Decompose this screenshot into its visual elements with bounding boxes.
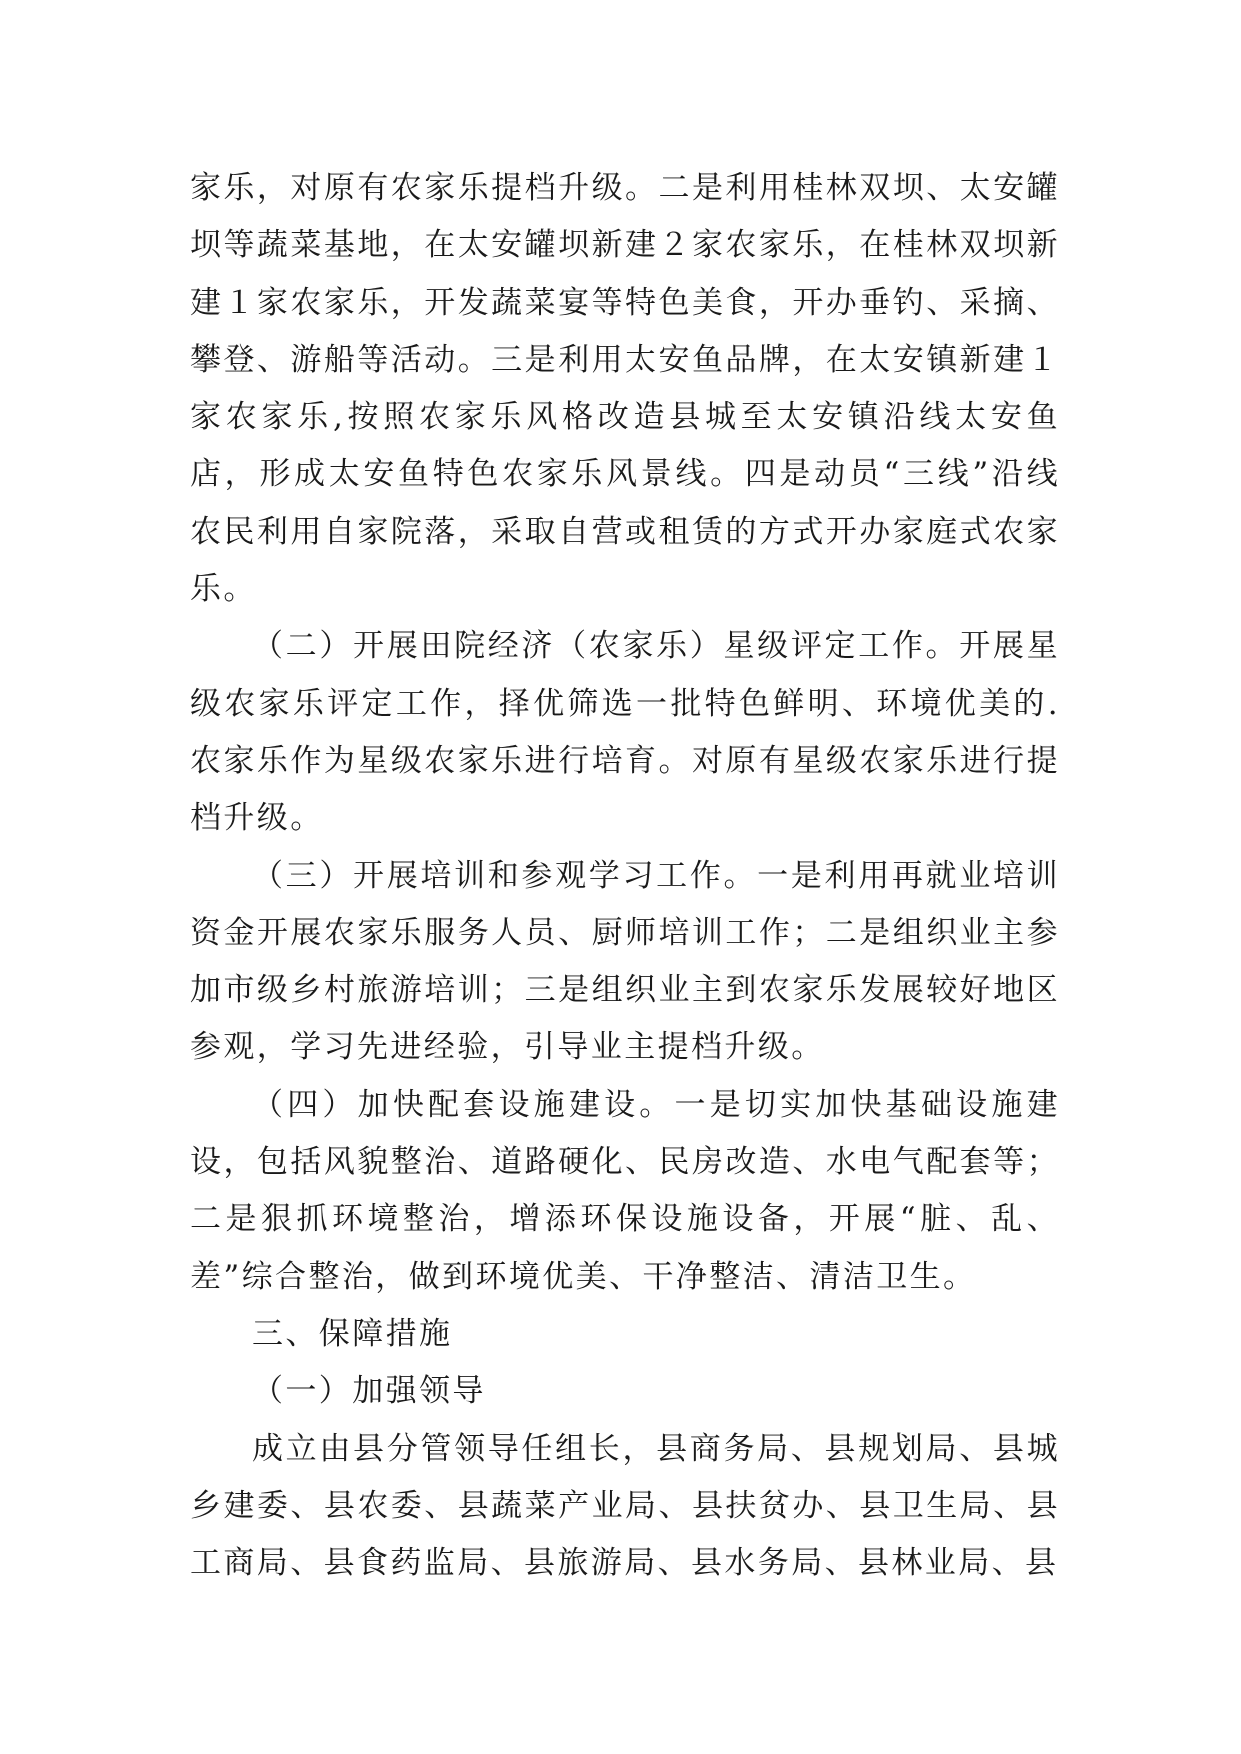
paragraph-facilities: （四）加快配套设施建设。一是切实加快基础设施建设，包括风貌整治、道路硬化、民房改造、水电气配套等；二是狠抓环境整治，增添环保设施设备，开展“脏、乱、差”综合整治，做到环境优美、干净整洁、清洁卫生。 <box>190 1086 1060 1295</box>
paragraph-leadership-group: 成立由县分管领导任组长，县商务局、县规划局、县城乡建委、县农委、县蔬菜产业局、县扶贫办、县卫生局、县工商局、县食药监局、县旅游局、县水务局、县林业局、县 <box>190 1430 1060 1582</box>
paragraph-star-rating: （二）开展田院经济（农家乐）星级评定工作。开展星级农家乐评定工作，择优筛选一批特色鲜明、环境优美的.农家乐作为星级农家乐进行培育。对原有星级农家乐进行提档升级。 <box>190 628 1060 837</box>
section-heading-safeguards: 三、保障措施 <box>252 1315 453 1352</box>
subheading-leadership: （一）加强领导 <box>252 1373 486 1410</box>
paragraph-continuation: 家乐，对原有农家乐提档升级。二是利用桂林双坝、太安罐坝等蔬菜基地，在太安罐坝新建２家农家乐，在桂林双坝新建１家农家乐，开发蔬菜宴等特色美食，开办垂钓、采摘、攀登、游船等活动。三是利用太安鱼品牌，在太安镇新建１家农家乐,按照农家乐风格改造县城至太安镇沿线太安鱼店，形成太安鱼特色农家乐风景线。四是动员“三线”沿线农民利用自家院落，采取自营或租赁的方式开办家庭式农家乐。 <box>190 170 1060 608</box>
document-body <box>190 160 1060 1592</box>
paragraph-training: （三）开展培训和参观学习工作。一是利用再就业培训资金开展农家乐服务人员、厨师培训工作；二是组织业主参加市级乡村旅游培训；三是组织业主到农家乐发展较好地区参观，学习先进经验，引导业主提档升级。 <box>190 857 1060 1066</box>
